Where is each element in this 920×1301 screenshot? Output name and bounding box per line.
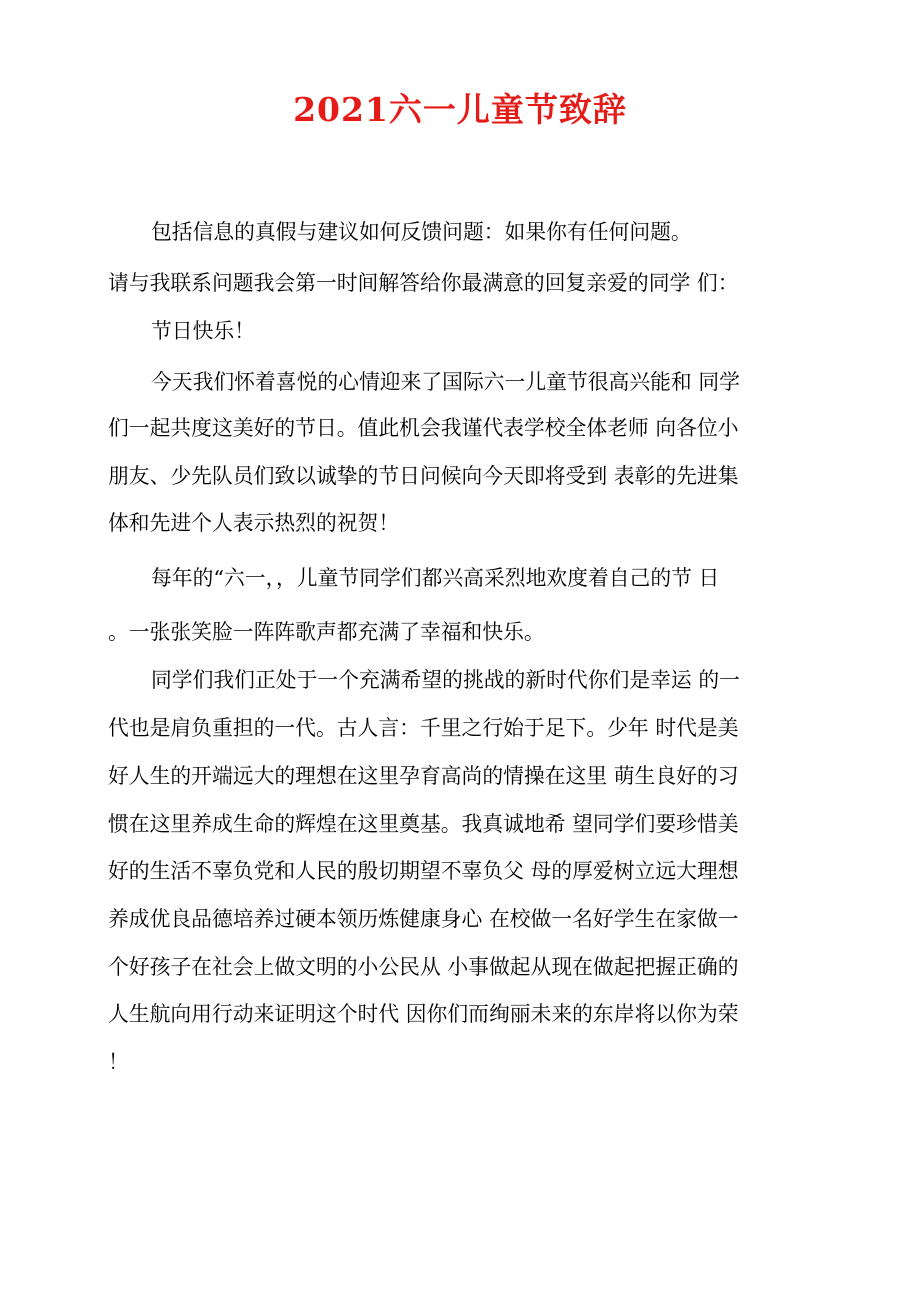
paragraph-line: 每年的“六一，，儿童节同学们都兴高采烈地欢度着自己的节 日 — [151, 566, 720, 590]
document-title: 2021六一儿童节致辞 — [293, 90, 627, 129]
paragraph-line: 养成优良品德培养过硬本领历炼健康身心 在校做一名好学生在家做一 — [108, 907, 739, 931]
paragraph-line: 请与我联系问题我会第一时间解答给你最满意的回复亲爱的同学 们： — [108, 271, 739, 295]
paragraph-line: 好的生活不辜负党和人民的殷切期望不辜负父 母的厚爱树立远大理想 — [108, 859, 739, 883]
paragraph-line: 们一起共度这美好的节日。值此机会我谨代表学校全体老师 向各位小 — [108, 416, 739, 440]
paragraph-line: ！ — [108, 1050, 129, 1074]
paragraph-line: 个好孩子在社会上做文明的小公民从 小事做起从现在做起把握正确的 — [108, 955, 739, 979]
paragraph-line: 人生航向用行动来证明这个时代 因你们而绚丽未来的东岸将以你为荣 — [108, 1002, 739, 1026]
paragraph-line: 代也是肩负重担的一代。古人言：千里之行始于足下。少年 时代是美 — [108, 716, 739, 740]
paragraph-line: 好人生的开端远大的理想在这里孕育高尚的情操在这里 萌生良好的习 — [108, 764, 739, 788]
paragraph-line: 同学们我们正处于一个充满希望的挑战的新时代你们是幸运 的一 — [151, 668, 740, 692]
paragraph-line: 体和先进个人表示热烈的祝贺！ — [108, 511, 400, 535]
paragraph-line: 。一张张笑脸一阵阵歌声都充满了幸福和快乐。 — [108, 620, 545, 644]
paragraph-line: 朋友、少先队员们致以诚挚的节日问候向今天即将受到 表彰的先进集 — [108, 464, 739, 488]
paragraph-line: 今天我们怀着喜悦的心情迎来了国际六一儿童节很高兴能和 同学 — [151, 370, 740, 394]
paragraph-line: 惯在这里养成生命的辉煌在这里奠基。我真诚地希 望同学们要珍惜美 — [108, 812, 739, 836]
paragraph-line: 包括信息的真假与建议如何反馈问题：如果你有任何问题。 — [151, 220, 692, 244]
paragraph-line: 节日快乐！ — [151, 319, 255, 343]
